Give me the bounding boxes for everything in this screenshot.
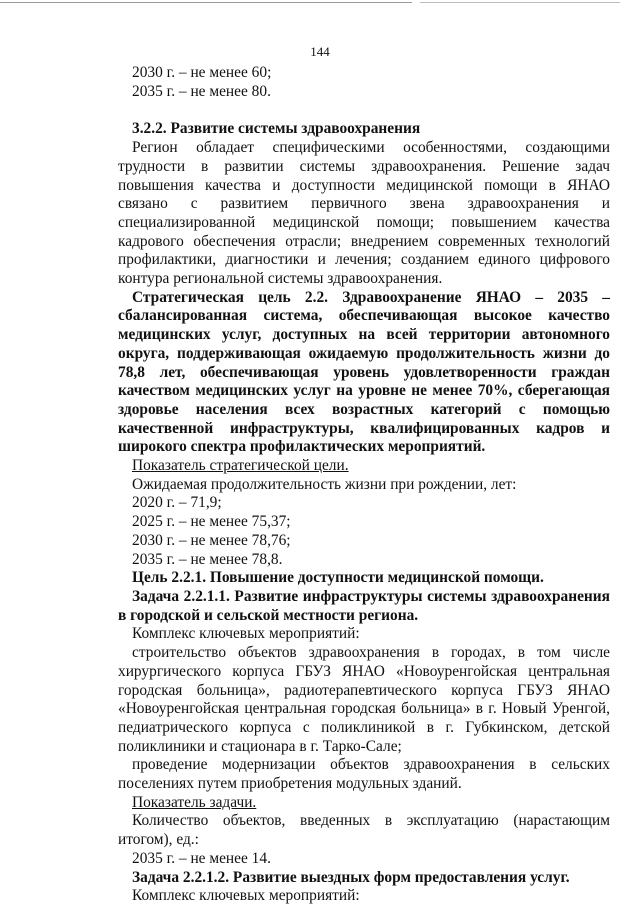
document-body <box>118 64 610 906</box>
bold-paragraph: Задача 2.2.1.1. Развитие инфраструктуры системы здравоохранения в городской и сельской местности региона. <box>118 587 610 624</box>
text-line: 2035 г. – не менее 78,8. <box>132 550 283 568</box>
text-line: 2030 г. – не менее 78,76; <box>132 531 291 549</box>
bold-paragraph: Стратегическая цель 2.2. Здравоохранение ЯНАО – 2035 – сбалансированная система, обеспечивающая высокое качество медицинских услуг, доступных на всей территории автономного округа, поддерживающая ожидаемую продолжительность жизни до 78,8 лет, обеспечивающая уровень удовлетворенности граждан качеством медицинских услуг на уровне не менее 70%, сберегающая здоровье населения всех возрастных категорий с помощью качественной инфраструктуры, квалифицированных кадров и широкого спектра профилактических мероприятий. <box>118 288 610 456</box>
scan-top-line <box>0 2 412 3</box>
paragraph-gap <box>118 101 610 120</box>
paragraph: Регион обладает специфическими особенностями, создающими трудности в развитии системы здравоохранения. Решение задач повышения качества и доступности медицинской помощи в ЯНАО связано с развитием первичного звена здравоохранения и специализированной медицинской помощи; повышением качества кадрового обеспечения отрасли; внедрением современных технологий профилактики, диагностики и лечения; созданием единого цифрового контура региональной системы здравоохранения. <box>118 139 610 288</box>
section-heading: 3.2.2. Развитие системы здравоохранения <box>132 120 421 138</box>
text-line: 2030 г. – не менее 60; <box>132 64 272 81</box>
page-number: 144 <box>310 44 330 59</box>
text-line: Комплекс ключевых мероприятий: <box>132 887 360 905</box>
paragraph: проведение модернизации объектов здравоохранения в сельских поселениях путем приобретения модульных зданий. <box>118 756 610 793</box>
text-line: Комплекс ключевых мероприятий: <box>132 625 360 643</box>
text-line: 2025 г. – не менее 75,37; <box>132 513 291 531</box>
paragraph: строительство объектов здравоохранения в городах, в том числе хирургического корпуса ГБУЗ ЯНАО «Новоуренгойская центральная городская больница», радиотерапевтического корпуса ГБУЗ ЯНАО «Новоуренгойская центральная городская больница» в г. Новый Уренгой, педиатрического корпуса с поликлиникой в г. Губкинском, детской поликлиники и стационара в г. Тарко-Сале; <box>118 644 610 755</box>
text-line: Ожидаемая продолжительность жизни при рождении, лет: <box>132 475 517 493</box>
paragraph: Количество объектов, введенных в эксплуатацию (нарастающим итогом), ед.: <box>118 812 610 849</box>
underlined-label <box>118 794 610 813</box>
underlined-text: Показатель стратегической цели. <box>132 457 349 475</box>
bold-line: Задача 2.2.1.2. Развитие выездных форм предоставления услуг. <box>132 868 570 886</box>
scan-top-line-right <box>420 2 620 3</box>
text-line: 2035 г. – не менее 80. <box>132 82 271 100</box>
text-line: 2020 г. – 71,9; <box>132 494 222 512</box>
underlined-label <box>118 457 610 476</box>
bold-line: Цель 2.2.1. Повышение доступности медицинской помощи. <box>132 569 544 587</box>
text-line: 2035 г. – не менее 14. <box>132 849 271 867</box>
underlined-text: Показатель задачи. <box>132 793 257 811</box>
